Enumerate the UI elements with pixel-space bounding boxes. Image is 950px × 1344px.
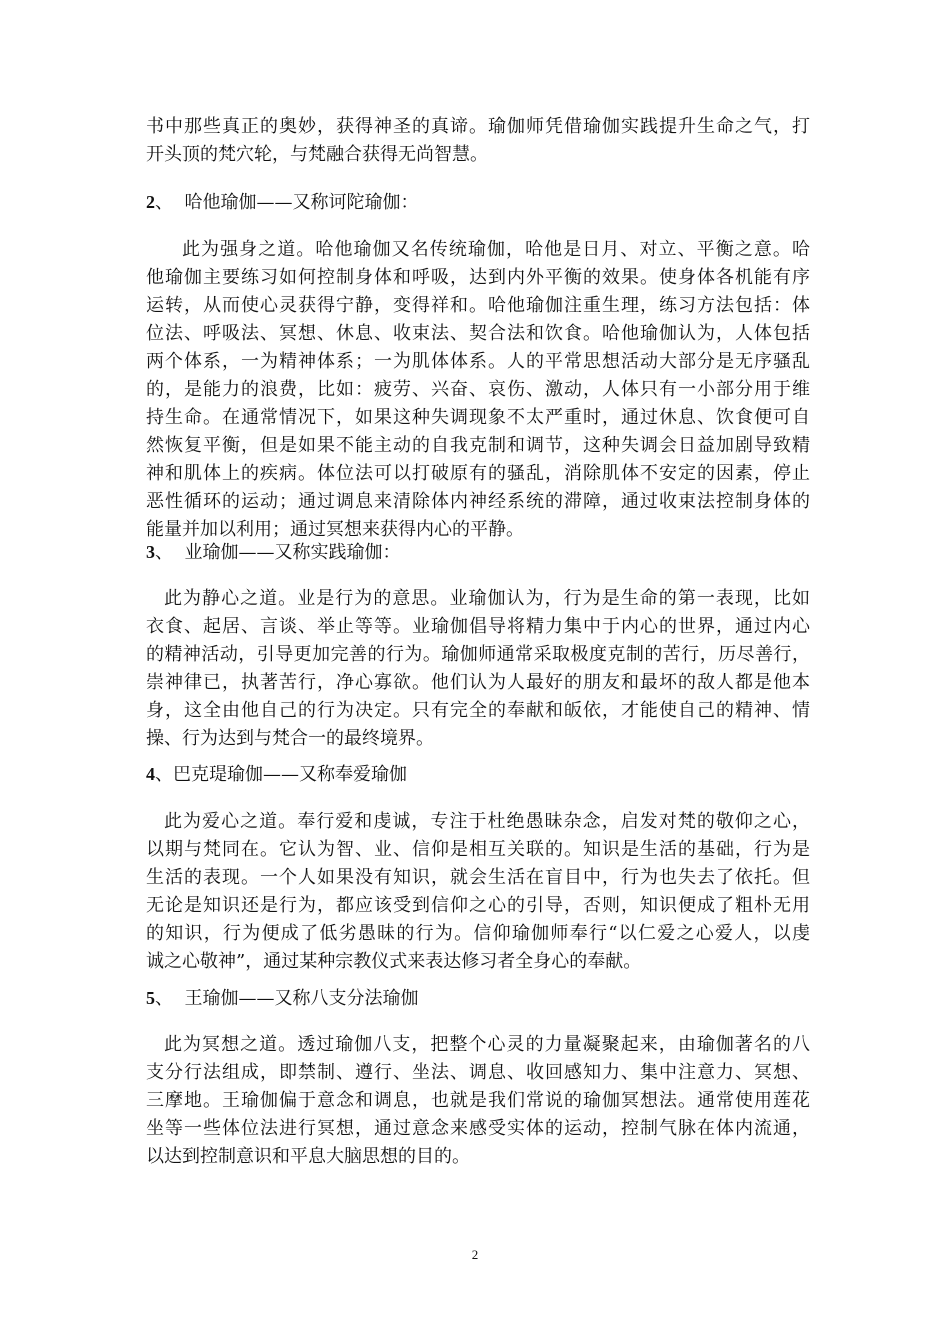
paragraph-line: 三摩地。王瑜伽偏于意念和调息，也就是我们常说的瑜伽冥想法。通常使用莲花 [146,1090,810,1111]
paragraph-line: 身，这全由他自己的行为决定。只有完全的奉献和皈依，才能使自己的精神、情 [146,700,810,721]
paragraph-line: 操、行为达到与梵合一的最终境界。 [146,728,434,749]
section-body-3 [146,585,810,753]
section-heading-2 [146,188,810,216]
paragraph-line: 此为静心之道。业是行为的意思。业瑜伽认为，行为是生命的第一表现，比如 [164,588,810,609]
paragraph-line: 书中那些真正的奥妙，获得神圣的真谛。瑜伽师凭借瑜伽实践提升生命之气，打 [146,116,810,137]
paragraph-line: 能量并加以利用；通过冥想来获得内心的平静。 [146,519,524,540]
paragraph-line: 的，是能力的浪费，比如：疲劳、兴奋、哀伤、激动，人体只有一小部分用于维 [146,379,810,400]
paragraph-line: 生活的表现。一个人如果没有知识，就会生活在盲目中，行为也失去了依托。但 [146,867,810,888]
page-number: 2 [471,1247,479,1262]
section-title: 哈他瑜伽——又称诃陀瑜伽： [184,192,419,213]
paragraph-line: 他瑜伽主要练习如何控制身体和呼吸，达到内外平衡的效果。使身体各机能有序 [146,267,810,288]
section-title: 巴克瑅瑜伽——又称奉爱瑜伽 [173,764,407,785]
section-heading-4 [146,760,810,788]
section-number: 2 [146,192,155,212]
paragraph-line: 开头顶的梵穴轮，与梵融合获得无尚智慧。 [146,144,488,165]
paragraph-line: 此为冥想之道。透过瑜伽八支，把整个心灵的力量凝聚起来，由瑜伽著名的八 [164,1034,810,1055]
section-body-2 [146,236,810,544]
paragraph-line: 持生命。在通常情况下，如果这种失调现象不太严重时，通过休息、饮食便可自 [146,407,810,428]
section-number: 4 [146,764,155,784]
paragraph-line: 的精神活动，引导更加完善的行为。瑜伽师通常采取极度克制的苦行，历尽善行， [146,644,810,665]
section-heading-5 [146,984,810,1012]
intro-paragraph [146,113,810,169]
section-body-5 [146,1031,810,1171]
section-separator: 、 [155,542,173,563]
paragraph-line: 诚之心敬神”，通过某种宗教仪式来表达修习者全身心的奉献。 [146,951,642,972]
paragraph-line: 运转，从而使心灵获得宁静，变得祥和。哈他瑜伽注重生理，练习方法包括：体 [146,295,810,316]
paragraph-line: 的知识，行为便成了低劣愚昧的行为。信仰瑜伽师奉行“以仁爱之心爱人，以虔 [146,923,810,944]
section-heading-3 [146,538,810,566]
section-number: 3 [146,542,155,562]
paragraph-line: 两个体系，一为精神体系；一为肌体体系。人的平常思想活动大部分是无序骚乱 [146,351,810,372]
section-separator: 、 [155,988,173,1009]
paragraph-line: 位法、呼吸法、冥想、休息、收束法、契合法和饮食。哈他瑜伽认为，人体包括 [146,323,810,344]
paragraph-line: 坐等一些体位法进行冥想，通过意念来感受实体的运动，控制气脉在体内流通， [146,1118,810,1139]
section-separator: 、 [155,192,173,213]
paragraph-line: 以期与梵同在。它认为智、业、信仰是相互关联的。知识是生活的基础，行为是 [146,839,810,860]
section-separator: 、 [155,764,173,785]
paragraph-line: 然恢复平衡，但是如果不能主动的自我克制和调节，这种失调会日益加剧导致精 [146,435,810,456]
paragraph-line: 以达到控制意识和平息大脑思想的目的。 [146,1146,470,1167]
section-number: 5 [146,988,155,1008]
paragraph-line: 无论是知识还是行为，都应该受到信仰之心的引导，否则，知识便成了粗朴无用 [146,895,810,916]
paragraph-line: 支分行法组成，即禁制、遵行、坐法、调息、收回感知力、集中注意力、冥想、 [146,1062,810,1083]
section-title: 王瑜伽——又称八支分法瑜伽 [184,988,419,1009]
paragraph-line: 恶性循环的运动；通过调息来清除体内神经系统的滞障，通过收束法控制身体的 [146,491,810,512]
paragraph-line: 崇神律已，执著苦行，净心寡欲。他们认为人最好的朋友和最坏的敌人都是他本 [146,672,810,693]
section-body-4 [146,808,810,976]
paragraph-line: 神和肌体上的疾病。体位法可以打破原有的骚乱，消除肌体不安定的因素，停止 [146,463,810,484]
paragraph-line: 衣食、起居、言谈、举止等等。业瑜伽倡导将精力集中于内心的世界，通过内心 [146,616,810,637]
paragraph-line: 此为爱心之道。奉行爱和虔诚，专注于杜绝愚昧杂念，启发对梵的敬仰之心， [164,811,810,832]
paragraph-line: 此为强身之道。哈他瑜伽又名传统瑜伽，哈他是日月、对立、平衡之意。哈 [182,239,810,260]
section-title: 业瑜伽——又称实践瑜伽： [184,542,401,563]
